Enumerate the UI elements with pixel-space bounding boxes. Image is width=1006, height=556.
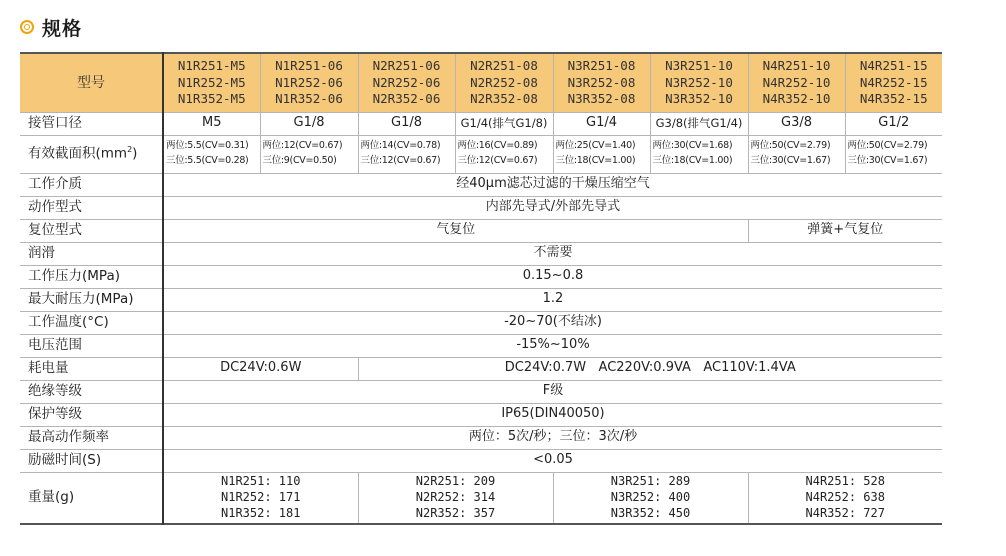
medium-label: 工作介质 (20, 173, 163, 196)
port-row (20, 112, 942, 135)
reset-row (20, 219, 942, 242)
weight-row (20, 472, 942, 524)
excitation-row (20, 449, 942, 472)
frequency-value: 两位：5次/秒；三位：3次/秒 (163, 426, 942, 449)
reset-value-air: 气复位 (163, 219, 748, 242)
reset-value-spring: 弹簧+气复位 (748, 219, 942, 242)
area-cell: 两位:30(CV=1.68) 三位:18(CV=1.00) (650, 135, 748, 173)
area-row (20, 135, 942, 173)
model-cell: N4R251-10 N4R252-10 N4R352-10 (748, 53, 845, 112)
area-cell: 两位:16(CV=0.89) 三位:12(CV=0.67) (455, 135, 553, 173)
temp-row (20, 311, 942, 334)
voltage-value: -15%~10% (163, 334, 942, 357)
model-label: 型号 (20, 53, 163, 112)
port-label: 接管口径 (20, 112, 163, 135)
port-cell: G1/2 (845, 112, 942, 135)
model-row (20, 53, 942, 112)
port-cell: M5 (163, 112, 260, 135)
model-cell: N4R251-15 N4R252-15 N4R352-15 (845, 53, 942, 112)
area-label: 有效截面积$(mm^2)$ (20, 135, 163, 173)
area-cell: 两位:50(CV=2.79) 三位:30(CV=1.67) (845, 135, 942, 173)
frequency-row (20, 426, 942, 449)
insulation-value: F级 (163, 380, 942, 403)
model-cell: N1R251-06 N1R252-06 N1R352-06 (260, 53, 358, 112)
proof-value: 1.2 (163, 288, 942, 311)
medium-row (20, 173, 942, 196)
temp-label: 工作温度(°C) (20, 311, 163, 334)
weight-cell: N2R251: 209 N2R252: 314 N2R352: 357 (358, 472, 553, 524)
port-cell: G3/8 (748, 112, 845, 135)
area-cell: 两位:5.5(CV=0.31) 三位:5.5(CV=0.28) (163, 135, 260, 173)
area-cell: 两位:50(CV=2.79) 三位:30(CV=1.67) (748, 135, 845, 173)
excitation-value: <0.05 (163, 449, 942, 472)
spec-table (20, 52, 942, 525)
port-cell: G1/8 (260, 112, 358, 135)
area-cell: 两位:12(CV=0.67) 三位:9(CV=0.50) (260, 135, 358, 173)
actuation-label: 动作型式 (20, 196, 163, 219)
voltage-row (20, 334, 942, 357)
section-title: 规格 (42, 17, 83, 40)
protection-row (20, 403, 942, 426)
pressure-row (20, 265, 942, 288)
voltage-label: 电压范围 (20, 334, 163, 357)
reset-label: 复位型式 (20, 219, 163, 242)
area-cell: 两位:25(CV=1.40) 三位:18(CV=1.00) (553, 135, 650, 173)
power-label: 耗电量 (20, 357, 163, 380)
frequency-label: 最高动作频率 (20, 426, 163, 449)
area-cell: 两位:14(CV=0.78) 三位:12(CV=0.67) (358, 135, 455, 173)
power-value-rest: DC24V:0.7W AC220V:0.9VA AC110V:1.4VA (358, 357, 942, 380)
lube-value: 不需要 (163, 242, 942, 265)
section-heading (20, 14, 82, 40)
excitation-label: 励磁时间(S) (20, 449, 163, 472)
model-cell: N2R251-08 N2R252-08 N2R352-08 (455, 53, 553, 112)
port-cell: G1/8 (358, 112, 455, 135)
weight-cell: N1R251: 110 N1R252: 171 N1R352: 181 (163, 472, 358, 524)
model-cell: N3R251-08 N3R252-08 N3R352-08 (553, 53, 650, 112)
model-cell: N3R251-10 N3R252-10 N3R352-10 (650, 53, 748, 112)
model-cell: N1R251-M5 N1R252-M5 N1R352-M5 (163, 53, 260, 112)
protection-label: 保护等级 (20, 403, 163, 426)
pressure-label: 工作压力(MPa) (20, 265, 163, 288)
port-cell: G1/4(排气G1/8) (455, 112, 553, 135)
temp-value: -20~70(不结冰) (163, 311, 942, 334)
insulation-label: 绝缘等级 (20, 380, 163, 403)
actuation-row (20, 196, 942, 219)
proof-label: 最大耐压力(MPa) (20, 288, 163, 311)
weight-cell: N3R251: 289 N3R252: 400 N3R352: 450 (553, 472, 748, 524)
protection-value: IP65(DIN40050) (163, 403, 942, 426)
port-cell: G3/8(排气G1/4) (650, 112, 748, 135)
ring-circle-icon (20, 20, 34, 34)
power-row (20, 357, 942, 380)
weight-cell: N4R251: 528 N4R252: 638 N4R352: 727 (748, 472, 942, 524)
medium-value: 经40μm滤芯过滤的干燥压缩空气 (163, 173, 942, 196)
insulation-row (20, 380, 942, 403)
pressure-value: 0.15~0.8 (163, 265, 942, 288)
actuation-value: 内部先导式/外部先导式 (163, 196, 942, 219)
weight-label: 重量(g) (20, 472, 163, 524)
model-cell: N2R251-06 N2R252-06 N2R352-06 (358, 53, 455, 112)
power-value-n1: DC24V:0.6W (163, 357, 358, 380)
port-cell: G1/4 (553, 112, 650, 135)
lube-row (20, 242, 942, 265)
lube-label: 润滑 (20, 242, 163, 265)
proof-row (20, 288, 942, 311)
